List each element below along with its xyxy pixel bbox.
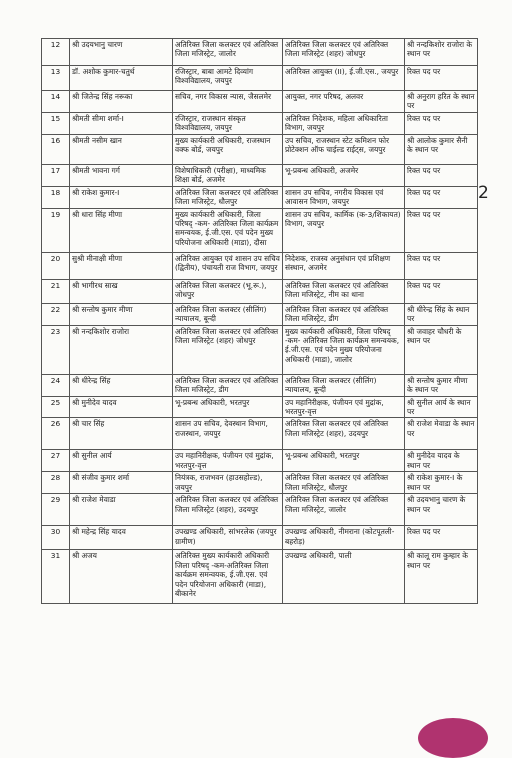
cell-remark: श्री उदयभानु चारण के स्थान पर	[405, 494, 478, 526]
cell-current-post: अतिरिक्त आयुक्त एवं शासन उप सचिव (द्वितीय), पंचायती राज विभाग, जयपुर	[173, 252, 283, 279]
cell-new-post: अतिरिक्त निदेशक, महिला अधिकारिता विभाग, जयपुर	[283, 112, 405, 134]
table-row	[42, 418, 478, 450]
cell-serial-number: 14	[42, 91, 70, 113]
table-row	[42, 550, 478, 604]
cell-officer-name: श्री मुनीदेव यादव	[70, 396, 173, 418]
cell-remark: श्री कालू राम कुम्हार के स्थान पर	[405, 550, 478, 604]
table-row	[42, 134, 478, 164]
cell-officer-name: श्री जितेन्द्र सिंह नरूका	[70, 91, 173, 113]
cell-remark: रिक्त पद पर	[405, 164, 478, 186]
cell-new-post: निदेशक, राजस्व अनुसंधान एवं प्रशिक्षण संस्थान, अजमेर	[283, 252, 405, 279]
table-row	[42, 252, 478, 279]
table-row	[42, 374, 478, 396]
cell-remark: रिक्त पद पर	[405, 186, 478, 208]
cell-officer-name: श्री राजेश मेवाडा	[70, 494, 173, 526]
table-row	[42, 208, 478, 252]
cell-current-post: भू-प्रबन्ध अधिकारी, भरतपुर	[173, 396, 283, 418]
cell-officer-name: श्री धीरेन्द्र सिंह	[70, 374, 173, 396]
cell-remark: रिक्त पद पर	[405, 279, 478, 303]
table-row	[42, 472, 478, 494]
cell-remark: रिक्त पद पर	[405, 112, 478, 134]
cell-current-post: उप महानिरीक्षक, पंजीयन एवं मुद्रांक, भरतपुर-वृत्त	[173, 450, 283, 472]
cell-new-post: शासन उप सचिव, कार्मिक (क-3/शिकायत) विभाग, जयपुर	[283, 208, 405, 252]
cell-officer-name: श्रीमती भावना गर्ग	[70, 164, 173, 186]
cell-new-post: अतिरिक्त जिला कलक्टर एवं अतिरिक्त जिला मजिस्ट्रेट (शहर), उदयपुर	[283, 418, 405, 450]
table-row	[42, 303, 478, 325]
cell-current-post: उपखण्ड अधिकारी, सांभरलेक (जयपुर ग्रामीण)	[173, 526, 283, 550]
table-row	[42, 396, 478, 418]
cell-remark: श्री आलोक कुमार सैनी के स्थान पर	[405, 134, 478, 164]
cell-serial-number: 19	[42, 208, 70, 252]
cell-current-post: अतिरिक्त जिला कलक्टर एवं अतिरिक्त जिला मजिस्ट्रेट, जालोर	[173, 39, 283, 66]
cell-current-post: अतिरिक्त जिला कलक्टर एवं अतिरिक्त जिला मजिस्ट्रेट (शहर) जोधपुर	[173, 325, 283, 374]
cell-serial-number: 17	[42, 164, 70, 186]
cell-new-post: अतिरिक्त जिला कलक्टर एवं अतिरिक्त जिला मजिस्ट्रेट, नीम का थाना	[283, 279, 405, 303]
cell-remark: रिक्त पद पर	[405, 526, 478, 550]
table-row	[42, 112, 478, 134]
decorative-blob	[418, 718, 488, 758]
cell-current-post: नियंत्रक, राजभवन (हाउसहोल्ड), जयपुर	[173, 472, 283, 494]
cell-officer-name: श्री धारा सिंह मीणा	[70, 208, 173, 252]
cell-current-post: शासन उप सचिव, देवस्थान विभाग, राजस्थान, जयपुर	[173, 418, 283, 450]
cell-current-post: रजिस्ट्रार, राजस्थान संस्कृत विश्वविद्यालय, जयपुर	[173, 112, 283, 134]
table-row	[42, 325, 478, 374]
cell-remark: रिक्त पद पर	[405, 252, 478, 279]
cell-officer-name: श्री सन्तोष कुमार मीणा	[70, 303, 173, 325]
cell-new-post: शासन उप सचिव, नगरीय विकास एवं आवासन विभाग, जयपुर	[283, 186, 405, 208]
cell-serial-number: 30	[42, 526, 70, 550]
cell-serial-number: 22	[42, 303, 70, 325]
cell-current-post: अतिरिक्त जिला कलक्टर (भू.रू.), जोधपुर	[173, 279, 283, 303]
cell-remark: रिक्त पद पर	[405, 208, 478, 252]
page-number: 2	[478, 183, 489, 203]
cell-current-post: मुख्य कार्यकारी अधिकारी, राजस्थान वक्फ बोर्ड, जयपुर	[173, 134, 283, 164]
cell-new-post: अतिरिक्त जिला कलक्टर एवं अतिरिक्त जिला मजिस्ट्रेट (शहर) जोधपुर	[283, 39, 405, 66]
cell-serial-number: 25	[42, 396, 70, 418]
table-row	[42, 186, 478, 208]
cell-serial-number: 21	[42, 279, 70, 303]
cell-officer-name: श्री चार सिंह	[70, 418, 173, 450]
cell-serial-number: 13	[42, 66, 70, 91]
cell-serial-number: 15	[42, 112, 70, 134]
table-row	[42, 526, 478, 550]
cell-officer-name: श्रीमती नसीम खान	[70, 134, 173, 164]
cell-current-post: अतिरिक्त जिला कलक्टर एवं अतिरिक्त जिला मजिस्ट्रेट, डीग	[173, 374, 283, 396]
cell-new-post: भू-प्रबन्ध अधिकारी, अजमेर	[283, 164, 405, 186]
cell-new-post: अतिरिक्त आयुक्त (II), ई.जी.एस., जयपुर	[283, 66, 405, 91]
cell-officer-name: श्री उदयभानु चारण	[70, 39, 173, 66]
cell-remark: श्री राकेश कुमार-I के स्थान पर	[405, 472, 478, 494]
table-row	[42, 66, 478, 91]
table-row	[42, 494, 478, 526]
cell-remark: श्री सुनील आर्य के स्थान पर	[405, 396, 478, 418]
cell-new-post: अतिरिक्त जिला कलक्टर (सीलिंग) न्यायालय, बून्दी	[283, 374, 405, 396]
cell-current-post: अतिरिक्त मुख्य कार्यकारी अधिकारी जिला परिषद् -कम-अतिरिक्त जिला कार्यक्रम समन्वयक, ई.जी.एस. एवं पदेन परियोजना अधिकारी (माडा), बीकानेर	[173, 550, 283, 604]
cell-current-post: रजिस्ट्रार, बाबा आमटे दिव्यांग विश्वविद्यालय, जयपुर	[173, 66, 283, 91]
table-row	[42, 164, 478, 186]
cell-current-post: अतिरिक्त जिला कलक्टर एवं अतिरिक्त जिला मजिस्ट्रेट, धौलपुर	[173, 186, 283, 208]
table-row	[42, 450, 478, 472]
cell-current-post: विशेषाधिकारी (परीक्षा), माध्यमिक शिक्षा बोर्ड, अजमेर	[173, 164, 283, 186]
cell-officer-name: श्रीमती सीमा शर्मा-I	[70, 112, 173, 134]
cell-serial-number: 28	[42, 472, 70, 494]
cell-remark: श्री मुनीदेव यादव के स्थान पर	[405, 450, 478, 472]
cell-serial-number: 31	[42, 550, 70, 604]
cell-serial-number: 20	[42, 252, 70, 279]
cell-remark: श्री सन्तोष कुमार मीणा के स्थान पर	[405, 374, 478, 396]
cell-officer-name: श्री सुनील आर्य	[70, 450, 173, 472]
cell-officer-name: श्री नन्दकिशोर राजोरा	[70, 325, 173, 374]
cell-officer-name: डॉ. अशोक कुमार-चतुर्थ	[70, 66, 173, 91]
cell-remark: श्री राजेश मेवाडा के स्थान पर	[405, 418, 478, 450]
cell-current-post: अतिरिक्त जिला कलक्टर एवं अतिरिक्त जिला मजिस्ट्रेट (शहर), उदयपुर	[173, 494, 283, 526]
cell-new-post: अतिरिक्त जिला कलक्टर एवं अतिरिक्त जिला मजिस्ट्रेट, धौलपुर	[283, 472, 405, 494]
cell-remark: रिक्त पद पर	[405, 66, 478, 91]
cell-remark: श्री अनुराग हरित के स्थान पर	[405, 91, 478, 113]
cell-officer-name: श्री राकेश कुमार-I	[70, 186, 173, 208]
cell-remark: श्री धीरेन्द्र सिंह के स्थान पर	[405, 303, 478, 325]
cell-serial-number: 24	[42, 374, 70, 396]
cell-new-post: आयुक्त, नगर परिषद, अलवर	[283, 91, 405, 113]
cell-officer-name: सुश्री मीनाक्षी मीणा	[70, 252, 173, 279]
cell-officer-name: श्री संजीव कुमार शर्मा	[70, 472, 173, 494]
cell-new-post: उप महानिरीक्षक, पंजीयन एवं मुद्रांक, भरतपुर-वृत्त	[283, 396, 405, 418]
cell-serial-number: 16	[42, 134, 70, 164]
table-row	[42, 39, 478, 66]
cell-current-post: मुख्य कार्यकारी अधिकारी, जिला परिषद् -कम- अतिरिक्त जिला कार्यक्रम समन्वयक, ई.जी.एस. एवं पदेन मुख्य परियोजना अधिकारी (माडा), दौसा	[173, 208, 283, 252]
cell-new-post: अतिरिक्त जिला कलक्टर एवं अतिरिक्त जिला मजिस्ट्रेट, डीग	[283, 303, 405, 325]
cell-new-post: उप सचिव, राजस्थान स्टेट कमिशन फोर प्रोटेक्शन ऑफ चाईल्ड राईट्स, जयपुर	[283, 134, 405, 164]
cell-new-post: उपखण्ड अधिकारी, नीमराना (कोटपूतली-बहरोड़)	[283, 526, 405, 550]
cell-serial-number: 26	[42, 418, 70, 450]
cell-officer-name: श्री महेन्द्र सिंह यादव	[70, 526, 173, 550]
cell-new-post: मुख्य कार्यकारी अधिकारी, जिला परिषद् -कम- अतिरिक्त जिला कार्यक्रम समन्वयक, ई.जी.एस. एवं पदेन मुख्य परियोजना अधिकारी (माडा), जालोर	[283, 325, 405, 374]
cell-new-post: भू-प्रबन्ध अधिकारी, भरतपुर	[283, 450, 405, 472]
cell-officer-name: श्री अजय	[70, 550, 173, 604]
table-body	[42, 39, 478, 604]
cell-serial-number: 29	[42, 494, 70, 526]
cell-new-post: उपखण्ड अधिकारी, पाली	[283, 550, 405, 604]
cell-current-post: अतिरिक्त जिला कलक्टर (सीलिंग) न्यायालय, बून्दी	[173, 303, 283, 325]
cell-serial-number: 27	[42, 450, 70, 472]
cell-current-post: सचिव, नगर विकास न्यास, जैसलमेर	[173, 91, 283, 113]
cell-serial-number: 12	[42, 39, 70, 66]
transfer-table	[41, 38, 478, 604]
table-row	[42, 279, 478, 303]
table-row	[42, 91, 478, 113]
cell-serial-number: 18	[42, 186, 70, 208]
cell-serial-number: 23	[42, 325, 70, 374]
cell-officer-name: श्री भागीरथ साख	[70, 279, 173, 303]
cell-remark: श्री नन्दकिशोर राजोरा के स्थान पर	[405, 39, 478, 66]
cell-remark: श्री जवाहर चौधरी के स्थान पर	[405, 325, 478, 374]
cell-new-post: अतिरिक्त जिला कलक्टर एवं अतिरिक्त जिला मजिस्ट्रेट, जालोर	[283, 494, 405, 526]
